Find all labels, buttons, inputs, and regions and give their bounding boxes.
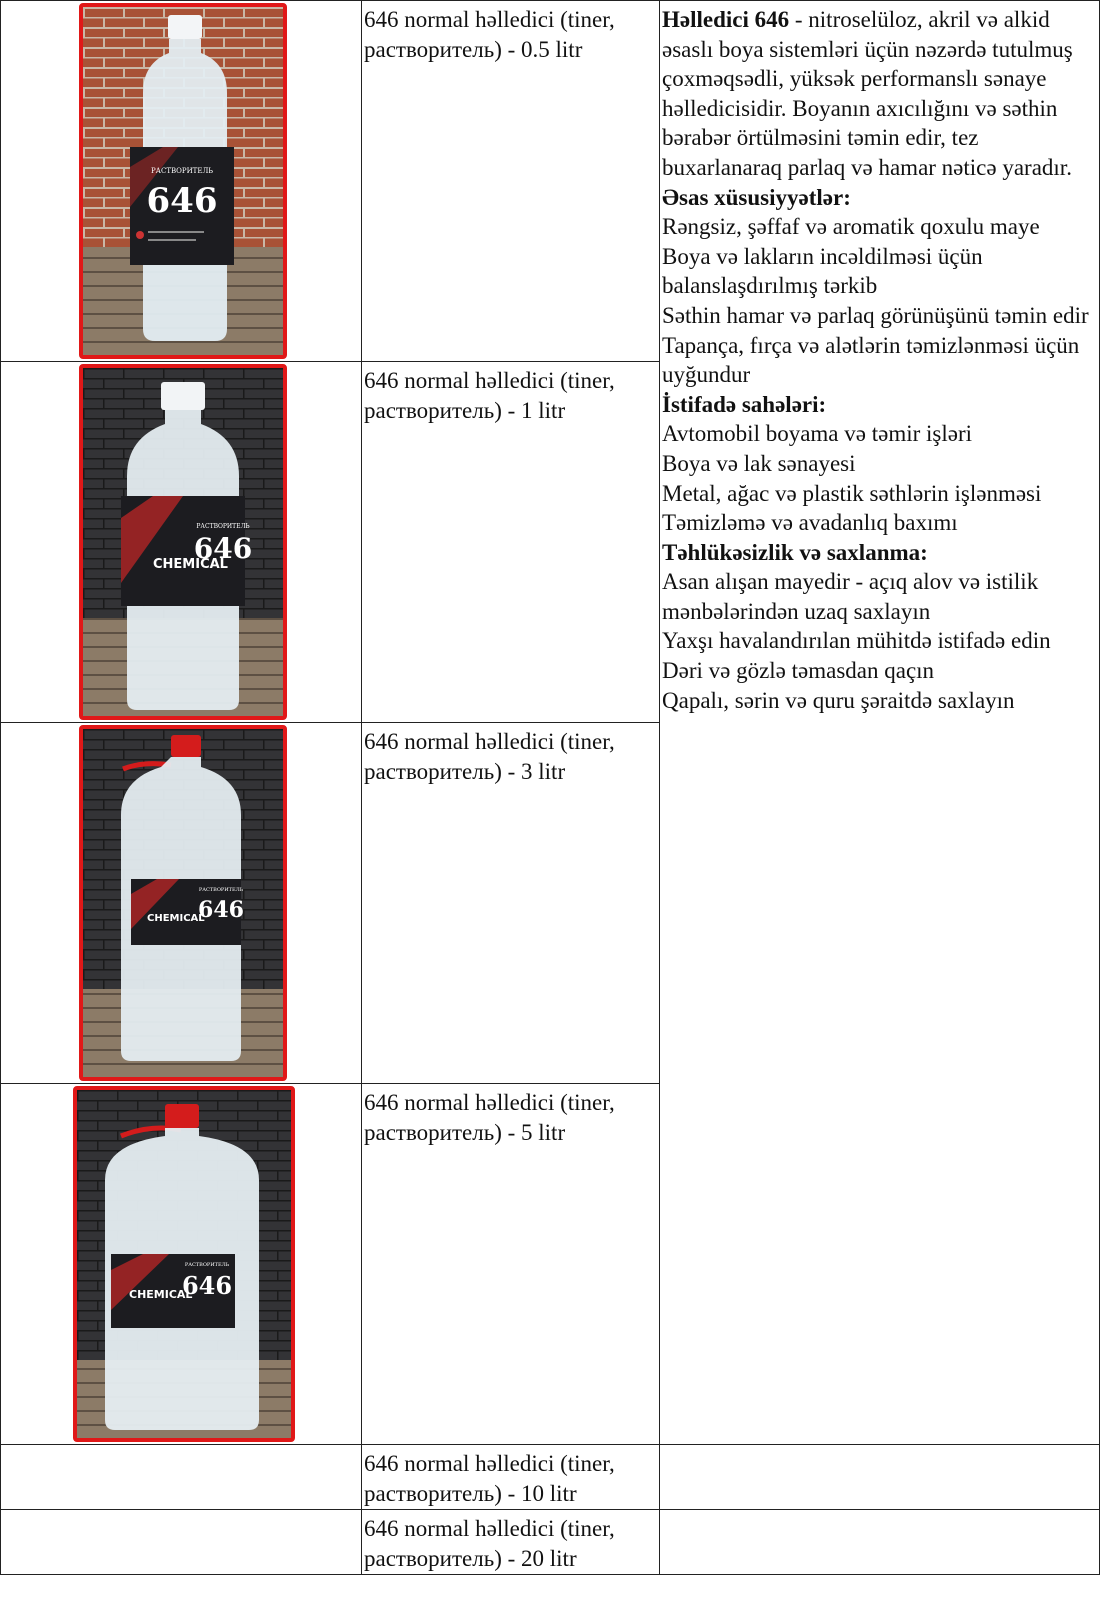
safety-heading: Təhlükəsizlik və saxlanma: (662, 539, 928, 565)
empty-image-cell (1, 1510, 362, 1575)
label-number-text: 646 (181, 1271, 233, 1300)
label-number-text: 646 (146, 181, 218, 221)
label-number-text: 646 (198, 897, 244, 923)
empty-description-cell (660, 1445, 1100, 1510)
usage-item: Avtomobil boyama və təmir işləri (662, 421, 973, 447)
product-name-line2: растворитель) - 10 litr (364, 1481, 577, 1506)
bottle-illustration (83, 368, 283, 716)
label-brand-text: CHEMICAL (129, 1288, 193, 1301)
product-name-line1: 646 normal həlledici (tiner, (364, 729, 615, 754)
label-title-text: РАСТВОРИТЕЛЬ (198, 887, 244, 893)
feature-item: Rəngsiz, şəffaf və aromatik qoxulu maye (662, 214, 1040, 240)
product-name-cell (362, 723, 660, 1084)
label-title-text: РАСТВОРИТЕЛЬ (150, 167, 214, 175)
usage-item: Təmizləmə və avadanlıq baxımı (662, 510, 958, 536)
empty-image-cell (1, 1445, 362, 1510)
product-name-line1: 646 normal həlledici (tiner, (364, 368, 615, 393)
description-cell (660, 1, 1100, 1445)
feature-item: Boya və lakların incəldilməsi üçün balanslaşdırılmış tərkib (662, 243, 983, 299)
label-title-text: РАСТВОРИТЕЛЬ (184, 1262, 230, 1268)
product-name-line2: растворитель) - 1 litr (364, 398, 566, 423)
product-name-line2: растворитель) - 3 litr (364, 759, 566, 784)
intro-paragraph (662, 5, 1095, 183)
label-brand-text: CHEMICAL (153, 557, 228, 572)
safety-item: Yaxşı havalandırılan mühitdə istifadə edin (662, 628, 1051, 654)
product-name-cell (362, 1510, 660, 1575)
product-image-0.5l (79, 3, 287, 359)
usage-heading: İstifadə sahələri: (662, 391, 827, 417)
usage-item: Metal, ağac və plastik səthlərin işlənməsi (662, 480, 1042, 506)
product-name-cell (362, 1, 660, 362)
feature-item: Səthin hamar və parlaq görünüşünü təmin edir (662, 302, 1089, 328)
table-row (1, 1510, 1100, 1575)
safety-item: Asan alışan mayedir - açıq alov və istilik mənbələrindən uzaq saxlayın (662, 569, 1039, 624)
usage-item: Boya və lak sənayesi (662, 450, 856, 476)
label-title-text: РАСТВОРИТЕЛЬ (196, 523, 250, 530)
image-cell (1, 1, 362, 362)
product-name-line2: растворитель) - 20 litr (364, 1546, 577, 1571)
product-name-line1: 646 normal həlledici (tiner, (364, 1451, 615, 1476)
product-name-cell (362, 1084, 660, 1445)
product-name-line2: растворитель) - 0.5 litr (364, 37, 583, 62)
table-row (1, 1445, 1100, 1510)
product-name-line2: растворитель) - 5 litr (364, 1120, 566, 1145)
image-cell (1, 723, 362, 1084)
label-number-text: 646 (193, 532, 253, 565)
bottle-illustration (77, 1090, 291, 1438)
features-heading: Əsas xüsusiyyətlər: (662, 184, 851, 210)
bottle-illustration (83, 729, 283, 1077)
bottle-illustration (83, 7, 283, 355)
table-row (1, 1, 1100, 362)
safety-item: Qapalı, sərin və quru şəraitdə saxlayın (662, 687, 1015, 713)
product-image-5l (73, 1086, 295, 1442)
product-name-cell (362, 362, 660, 723)
safety-item: Dəri və gözlə təmasdan qaçın (662, 658, 935, 684)
feature-item: Tapança, fırça və alətlərin təmizlənməsi üçün uyğundur (662, 332, 1080, 388)
product-name-line1: 646 normal həlledici (tiner, (364, 1516, 615, 1541)
product-name-line1: 646 normal həlledici (tiner, (364, 1090, 615, 1115)
intro-text: - nitroselüloz, akril və alkid əsaslı boya sistemləri üçün nəzərdə tutulmuş çoxməqsədli, yüksək performanslı sənaye həlledicisidir. Boyanın axıcılığını və səthin bərabər örtülməsini təmin edir, tez buxarlanaraq parlaq və hamar nəticə yaradır. (662, 7, 1073, 180)
product-name-cell (362, 1445, 660, 1510)
product-image-1l (79, 364, 287, 720)
label-brand-text: CHEMICAL (147, 913, 205, 924)
intro-bold: Həlledici 646 (662, 7, 790, 32)
empty-description-cell (660, 1510, 1100, 1575)
image-cell (1, 1084, 362, 1445)
product-image-3l (79, 725, 287, 1081)
product-name-line1: 646 normal həlledici (tiner, (364, 7, 615, 32)
image-cell (1, 362, 362, 723)
